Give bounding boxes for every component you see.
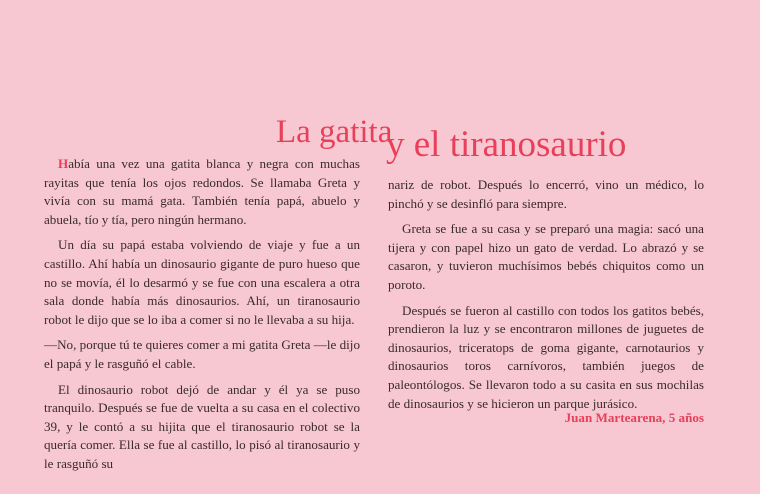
paragraph: Un día su papá estaba volviendo de viaje y fue a un castillo. Ahí había un dinosaurio gigante de puro hueso que no se movía, él lo desarmó y se fue con una escalera a otra sala donde había más dinosaurios. Ahí, un tiranosaurio robot le dijo que se lo iba a comer si no le llevaba a su hija. [44, 237, 360, 327]
title-part-1: La gatita [276, 114, 393, 150]
right-column [388, 176, 704, 420]
left-column [44, 155, 360, 481]
paragraph: Greta se fue a su casa y se preparó una magia: sacó una tijera y con papel hizo un gato de verdad. Lo abrazó y se casaron, y tuvieron muchísimos bebés chiquitos como un poroto. [388, 221, 704, 292]
continuation-paragraph: nariz de robot. Después lo encerró, vino un médico, lo pinchó y se desinfló para siempre. [388, 177, 704, 211]
dialogue-paragraph: —No, porque tú te quieres comer a mi gatita Greta —le dijo el papá y le rasguñó el cable. [44, 337, 360, 371]
paragraph: El dinosaurio robot dejó de andar y él ya se puso tranquilo. Después se fue de vuelta a su casa en el colectivo 39, y le contó a su hijita que el tiranosaurio robot se la quería comer. Ella se fue al castillo, lo pisó al tiranosaurio y le rasguñó su [44, 381, 360, 471]
opening-paragraph [44, 155, 360, 229]
opening-paragraph-text: abía una vez una gatita blanca y negra con muchas rayitas que tenía los ojos redondos. Se llamaba Greta y vivía con su mamá gata. También tenía papá, abuelo y abuela, tío y tía, pero ningún hermano. [44, 156, 360, 227]
title-part-2: y el tiranosaurio [386, 124, 627, 165]
paragraph: Después se fueron al castillo con todos los gatitos bebés, prendieron la luz y se encontraron millones de juguetes de dinosaurios, triceratops de goma gigante, carnotaurios y dinosaurios toros carnívoros, también juegos de paleontólogos. Se llevaron todo a su casita en sus mochilas de dinosaurios y se hicieron un parque jurásico. [388, 302, 704, 411]
author-signature: Juan Martearena, 5 años [564, 410, 704, 425]
initial-letter: H [58, 156, 69, 171]
